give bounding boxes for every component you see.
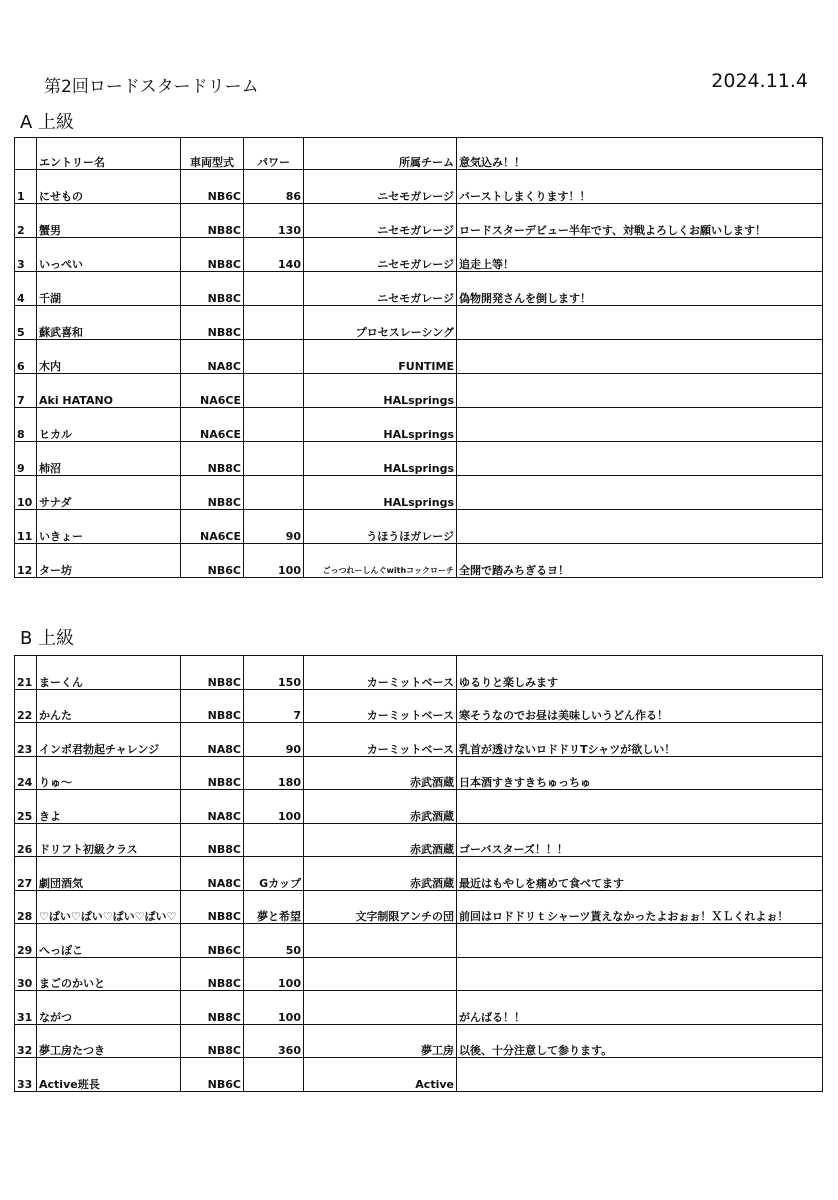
entry-name: ながつ: [37, 991, 181, 1025]
power-value: [244, 442, 304, 476]
table-row: [15, 476, 823, 510]
team-name: 赤武酒蔵: [304, 790, 457, 824]
entry-number: 6: [15, 340, 37, 374]
team-name: ニセモガレージ: [304, 238, 457, 272]
entry-name: ター坊: [37, 544, 181, 578]
table-row: [15, 924, 823, 958]
power-value: [244, 272, 304, 306]
entry-number: 29: [15, 924, 37, 958]
section-a-label: A 上級: [20, 112, 75, 133]
entry-comment: [457, 1058, 823, 1092]
power-value: [244, 340, 304, 374]
entry-name: 千湖: [37, 272, 181, 306]
power-value: [244, 408, 304, 442]
table-row: [15, 272, 823, 306]
entry-name: ♡ぱい♡ぱい♡ぱい♡ぱい♡: [37, 890, 181, 924]
header-model: 車両型式: [181, 138, 244, 170]
power-value: 90: [244, 510, 304, 544]
vehicle-model: NA8C: [181, 857, 244, 891]
table-row: [15, 170, 823, 204]
team-name: HALsprings: [304, 374, 457, 408]
entry-comment: [457, 442, 823, 476]
entry-number: 11: [15, 510, 37, 544]
table-row: [15, 1058, 823, 1092]
team-name: ニセモガレージ: [304, 272, 457, 306]
entry-name: まーくん: [37, 656, 181, 690]
entry-name: 蟹男: [37, 204, 181, 238]
entry-number: 32: [15, 1024, 37, 1058]
header-team: 所属チーム: [304, 138, 457, 170]
power-value: 130: [244, 204, 304, 238]
table-row: [15, 890, 823, 924]
vehicle-model: NB6C: [181, 544, 244, 578]
entry-name: にせもの: [37, 170, 181, 204]
entry-number: 33: [15, 1058, 37, 1092]
vehicle-model: NB8C: [181, 656, 244, 690]
header-entry-name: エントリー名: [37, 138, 181, 170]
vehicle-model: NA6CE: [181, 510, 244, 544]
entry-comment: [457, 790, 823, 824]
vehicle-model: NB6C: [181, 170, 244, 204]
table-row: [15, 204, 823, 238]
team-name: カーミットベース: [304, 689, 457, 723]
team-name: カーミットベース: [304, 723, 457, 757]
power-value: 夢と希望: [244, 890, 304, 924]
entry-number: 27: [15, 857, 37, 891]
entry-number: 25: [15, 790, 37, 824]
entry-number: 31: [15, 991, 37, 1025]
vehicle-model: NB6C: [181, 924, 244, 958]
vehicle-model: NA6CE: [181, 408, 244, 442]
team-name: ごっつれーしんぐwithコックローチ: [304, 544, 457, 578]
power-value: 86: [244, 170, 304, 204]
entry-comment: 全開で踏みちぎるヨ！: [457, 544, 823, 578]
entry-name: 木内: [37, 340, 181, 374]
entry-name: 蘇武喜和: [37, 306, 181, 340]
entry-name: いっぺい: [37, 238, 181, 272]
vehicle-model: NB8C: [181, 991, 244, 1025]
team-name: 赤武酒蔵: [304, 823, 457, 857]
team-name: 赤武酒蔵: [304, 857, 457, 891]
team-name: HALsprings: [304, 476, 457, 510]
entry-comment: 前回はロドドリｔシャーツ貰えなかったよおぉぉ！ＸＬくれよぉ！: [457, 890, 823, 924]
entry-comment: [457, 924, 823, 958]
entry-number: 30: [15, 957, 37, 991]
team-name: 文字制限アンチの団: [304, 890, 457, 924]
table-row: [15, 991, 823, 1025]
entry-name: Active班長: [37, 1058, 181, 1092]
section-b-label: B 上級: [20, 628, 75, 649]
table-section-b: [14, 655, 823, 1092]
team-name: HALsprings: [304, 408, 457, 442]
vehicle-model: NA8C: [181, 340, 244, 374]
table-row: [15, 957, 823, 991]
header-power: パワー: [244, 138, 304, 170]
entry-name: インポ君勃起チャレンジ: [37, 723, 181, 757]
entry-comment: [457, 306, 823, 340]
entry-number: 28: [15, 890, 37, 924]
table-row: [15, 790, 823, 824]
vehicle-model: NB8C: [181, 476, 244, 510]
entry-comment: [457, 476, 823, 510]
entry-name: ヒカル: [37, 408, 181, 442]
entry-number: 2: [15, 204, 37, 238]
entry-name: いきょー: [37, 510, 181, 544]
power-value: 100: [244, 790, 304, 824]
table-row: [15, 510, 823, 544]
entry-number: 26: [15, 823, 37, 857]
table-row: [15, 544, 823, 578]
entry-comment: がんばる！！: [457, 991, 823, 1025]
vehicle-model: NB8C: [181, 756, 244, 790]
team-name: 赤武酒蔵: [304, 756, 457, 790]
page-title: 第2回ロードスタードリーム: [44, 77, 259, 97]
entry-comment: ゆるりと楽しみます: [457, 656, 823, 690]
entry-comment: [457, 408, 823, 442]
power-value: 50: [244, 924, 304, 958]
power-value: 150: [244, 656, 304, 690]
vehicle-model: NB6C: [181, 1058, 244, 1092]
team-name: [304, 957, 457, 991]
entry-name: きよ: [37, 790, 181, 824]
team-name: [304, 991, 457, 1025]
power-value: 140: [244, 238, 304, 272]
vehicle-model: NB8C: [181, 689, 244, 723]
table-row: [15, 756, 823, 790]
entry-comment: [457, 510, 823, 544]
team-name: ニセモガレージ: [304, 204, 457, 238]
power-value: 360: [244, 1024, 304, 1058]
event-date: 2024.11.4: [711, 70, 808, 92]
entry-comment: バーストしまくります！！: [457, 170, 823, 204]
power-value: [244, 306, 304, 340]
entry-number: 22: [15, 689, 37, 723]
power-value: [244, 476, 304, 510]
entry-number: 10: [15, 476, 37, 510]
entry-comment: 最近はもやしを痛めて食べてます: [457, 857, 823, 891]
entry-name: へっぽこ: [37, 924, 181, 958]
entry-number: 1: [15, 170, 37, 204]
power-value: 100: [244, 544, 304, 578]
entry-name: 柿沼: [37, 442, 181, 476]
header-comment: 意気込み！！: [457, 138, 823, 170]
power-value: 100: [244, 957, 304, 991]
entry-comment: 乳首が透けないロドドリTシャツが欲しい！: [457, 723, 823, 757]
entry-number: 3: [15, 238, 37, 272]
team-name: Active: [304, 1058, 457, 1092]
entry-number: 24: [15, 756, 37, 790]
entry-comment: ロードスターデビュー半年です、対戦よろしくお願いします！: [457, 204, 823, 238]
entry-number: 21: [15, 656, 37, 690]
vehicle-model: NB8C: [181, 1024, 244, 1058]
entry-name: まごのかいと: [37, 957, 181, 991]
table-row: [15, 340, 823, 374]
table-row: [15, 374, 823, 408]
table-row: [15, 1024, 823, 1058]
vehicle-model: NB8C: [181, 204, 244, 238]
entry-comment: 以後、十分注意して参ります。: [457, 1024, 823, 1058]
entry-comment: [457, 340, 823, 374]
vehicle-model: NA8C: [181, 790, 244, 824]
table-row: [15, 689, 823, 723]
table-row: [15, 306, 823, 340]
team-name: カーミットベース: [304, 656, 457, 690]
team-name: FUNTIME: [304, 340, 457, 374]
vehicle-model: NB8C: [181, 957, 244, 991]
team-name: ニセモガレージ: [304, 170, 457, 204]
team-name: 夢工房: [304, 1024, 457, 1058]
vehicle-model: NB8C: [181, 823, 244, 857]
entry-comment: ゴーバスターズ！！！: [457, 823, 823, 857]
entry-comment: 追走上等！: [457, 238, 823, 272]
table-row: [15, 442, 823, 476]
vehicle-model: NB8C: [181, 442, 244, 476]
vehicle-model: NA8C: [181, 723, 244, 757]
entry-name: 夢工房たつき: [37, 1024, 181, 1058]
vehicle-model: NA6CE: [181, 374, 244, 408]
entry-comment: 日本酒すきすきちゅっちゅ: [457, 756, 823, 790]
vehicle-model: NB8C: [181, 238, 244, 272]
power-value: [244, 374, 304, 408]
header-num: [15, 138, 37, 170]
entry-name: ドリフト初級クラス: [37, 823, 181, 857]
entry-number: 23: [15, 723, 37, 757]
table-row: [15, 408, 823, 442]
table-header-row: [15, 138, 823, 170]
table-row: [15, 857, 823, 891]
entry-name: かんた: [37, 689, 181, 723]
power-value: 90: [244, 723, 304, 757]
vehicle-model: NB8C: [181, 306, 244, 340]
vehicle-model: NB8C: [181, 890, 244, 924]
entry-number: 8: [15, 408, 37, 442]
team-name: うほうほガレージ: [304, 510, 457, 544]
entry-comment: [457, 374, 823, 408]
team-name: HALsprings: [304, 442, 457, 476]
entry-name: Aki HATANO: [37, 374, 181, 408]
entry-number: 5: [15, 306, 37, 340]
entry-number: 7: [15, 374, 37, 408]
table-section-a: [14, 137, 823, 578]
entry-name: サナダ: [37, 476, 181, 510]
vehicle-model: NB8C: [181, 272, 244, 306]
entry-comment: 寒そうなのでお昼は美味しいうどん作る！: [457, 689, 823, 723]
table-row: [15, 723, 823, 757]
table-row: [15, 238, 823, 272]
power-value: 100: [244, 991, 304, 1025]
entry-comment: [457, 957, 823, 991]
entry-number: 9: [15, 442, 37, 476]
entry-name: 劇団酒気: [37, 857, 181, 891]
entry-name: りゅ～: [37, 756, 181, 790]
entry-comment: 偽物開発さんを倒します！: [457, 272, 823, 306]
power-value: [244, 823, 304, 857]
table-row: [15, 823, 823, 857]
power-value: Gカップ: [244, 857, 304, 891]
power-value: [244, 1058, 304, 1092]
power-value: 7: [244, 689, 304, 723]
table-row: [15, 656, 823, 690]
entry-number: 4: [15, 272, 37, 306]
team-name: プロセスレーシング: [304, 306, 457, 340]
team-name: [304, 924, 457, 958]
entry-number: 12: [15, 544, 37, 578]
power-value: 180: [244, 756, 304, 790]
